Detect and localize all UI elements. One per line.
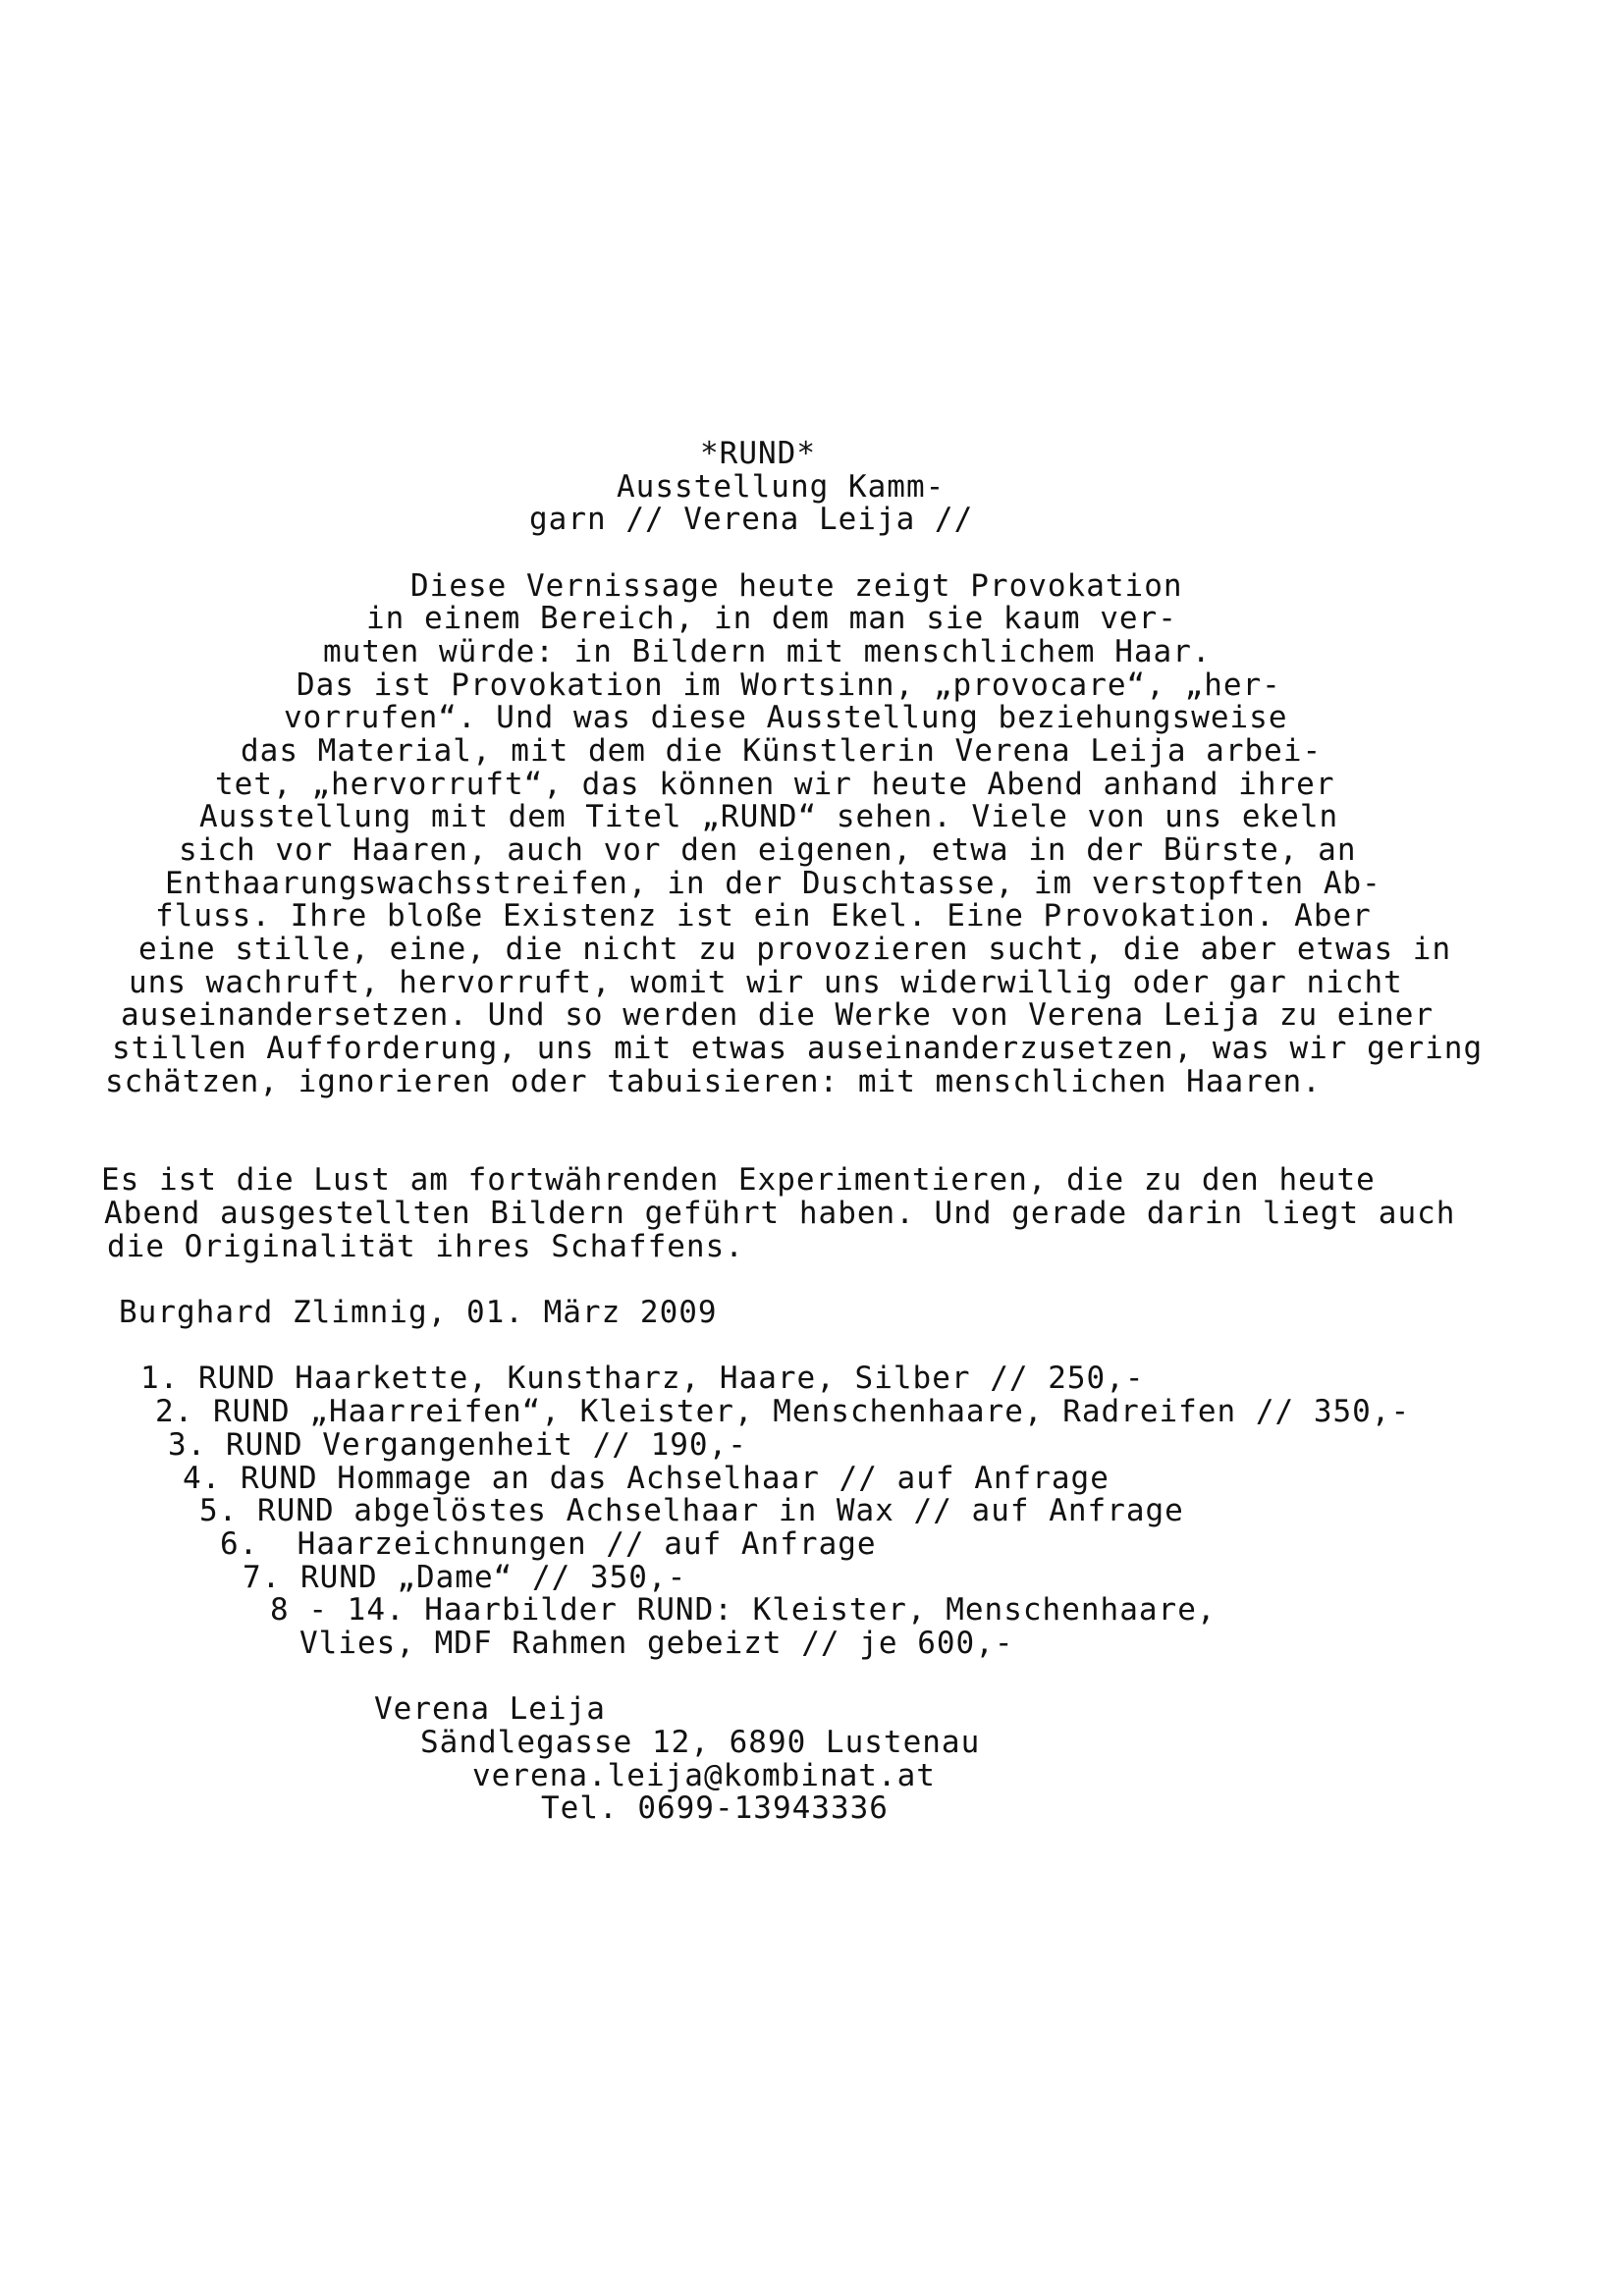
intro-line: schätzen, ignorieren oder tabuisieren: mit menschlichen Haaren. xyxy=(105,1064,1322,1099)
document-subtitle-line-2: garn // Verena Leija // xyxy=(529,502,974,537)
paragraph-2-line: Es ist die Lust am fortwährenden Experimentieren, die zu den heute xyxy=(101,1162,1376,1198)
works-list-item: 4. RUND Hommage an das Achselhaar // auf Anfrage xyxy=(183,1461,1110,1496)
works-list-item: 1. RUND Haarkette, Kunstharz, Haare, Silber // 250,- xyxy=(140,1361,1145,1396)
intro-line: Enthaarungswachsstreifen, in der Duschtasse, im verstopften Ab- xyxy=(165,866,1381,901)
intro-line: Ausstellung mit dem Titel „RUND“ sehen. Viele von uns ekeln xyxy=(199,799,1339,834)
intro-line: das Material, mit dem die Künstlerin Verena Leija arbei- xyxy=(241,733,1323,769)
intro-line: tet, „hervorruft“, das können wir heute Abend anhand ihrer xyxy=(215,767,1335,802)
contact-address: Sändlegasse 12, 6890 Lustenau xyxy=(420,1725,981,1760)
works-list-item: 6. Haarzeichnungen // auf Anfrage xyxy=(220,1526,877,1562)
intro-line: muten würde: in Bildern mit menschlichem Haar. xyxy=(323,634,1212,669)
intro-line: in einem Bereich, in dem man sie kaum ver- xyxy=(366,601,1177,636)
document-subtitle-line-1: Ausstellung Kamm- xyxy=(617,469,946,505)
works-list-item: 2. RUND „Haarreifen“, Kleister, Menschenhaare, Radreifen // 350,- xyxy=(155,1394,1411,1429)
works-list-item: 8 - 14. Haarbilder RUND: Kleister, Menschenhaare, xyxy=(270,1592,1217,1628)
works-list-item: 3. RUND Vergangenheit // 190,- xyxy=(168,1427,747,1463)
intro-line: Diese Vernissage heute zeigt Provokation xyxy=(410,568,1183,604)
paragraph-2-line: die Originalität ihres Schaffens. xyxy=(107,1229,744,1264)
intro-line: stillen Aufforderung, uns mit etwas auseinanderzusetzen, was wir gering xyxy=(112,1031,1484,1066)
paragraph-2-line: Abend ausgestellten Bildern geführt haben. Und gerade darin liegt auch xyxy=(104,1196,1456,1231)
author-signature: Burghard Zlimnig, 01. März 2009 xyxy=(119,1295,718,1330)
works-list-item: 7. RUND „Dame“ // 350,- xyxy=(243,1560,687,1595)
contact-phone: Tel. 0699-13943336 xyxy=(541,1790,889,1826)
contact-name: Verena Leija xyxy=(374,1691,606,1727)
works-list-item: 5. RUND abgelöstes Achselhaar in Wax // auf Anfrage xyxy=(199,1493,1184,1528)
intro-line: vorrufen“. Und was diese Ausstellung beziehungsweise xyxy=(284,700,1288,735)
intro-line: uns wachruft, hervorruft, womit wir uns widerwillig oder gar nicht xyxy=(129,965,1403,1000)
works-list-item: Vlies, MDF Rahmen gebeizt // je 600,- xyxy=(299,1626,1014,1661)
intro-line: eine stille, eine, die nicht zu provozieren sucht, die aber etwas in xyxy=(138,932,1452,967)
contact-email: verena.leija@kombinat.at xyxy=(472,1758,936,1793)
intro-line: sich vor Haaren, auch vor den eigenen, etwa in der Bürste, an xyxy=(179,832,1357,868)
intro-line: auseinandersetzen. Und so werden die Werke von Verena Leija zu einer xyxy=(121,997,1435,1033)
intro-line: Das ist Provokation im Wortsinn, „provocare“, „her- xyxy=(297,667,1281,703)
document-title: *RUND* xyxy=(700,436,816,471)
intro-line: fluss. Ihre bloße Existenz ist ein Ekel. Eine Provokation. Aber xyxy=(155,898,1372,934)
